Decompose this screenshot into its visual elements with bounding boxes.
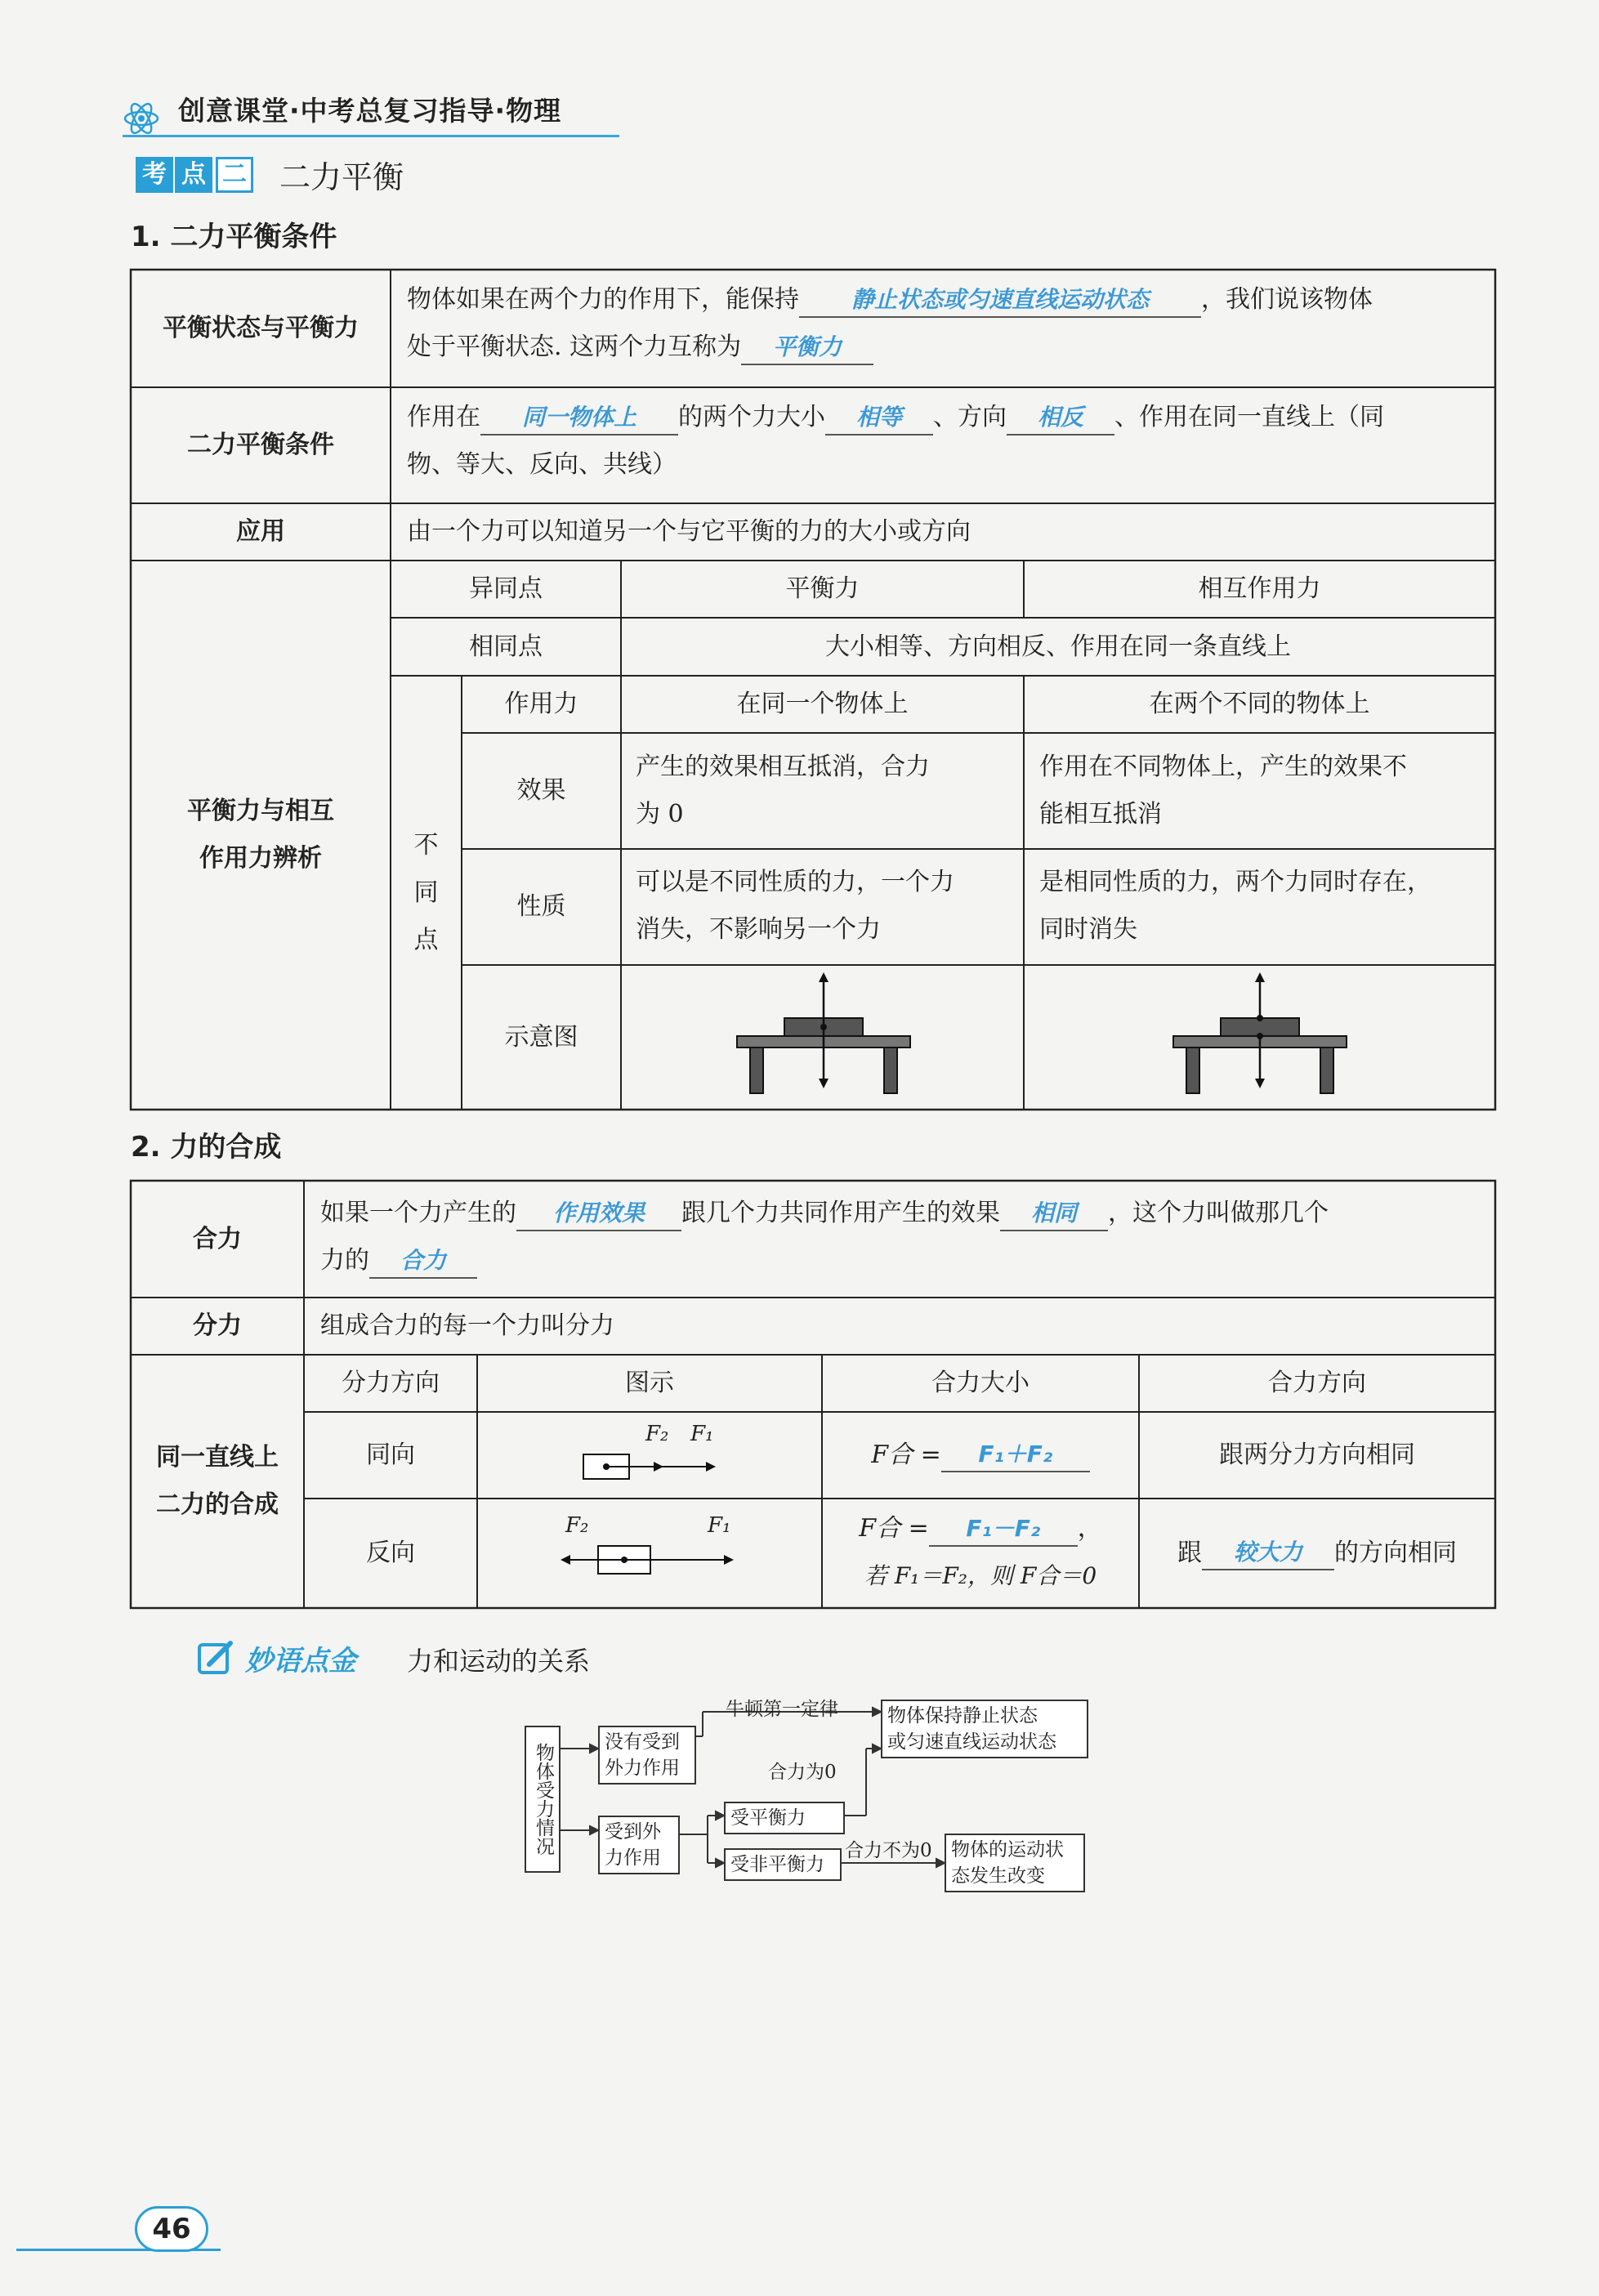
sub-object-a: 在同一个物体上: [736, 690, 909, 718]
flow-newton-label: 牛顿第一定律: [726, 1699, 838, 1720]
flow-balanced: 受平衡力: [724, 1802, 845, 1834]
resultant-blank-effect: 作用效果: [516, 1197, 681, 1231]
condition-label: 二力平衡条件: [187, 431, 334, 459]
same-dir-label: 同向: [366, 1441, 415, 1469]
section-tag-1: 考: [136, 157, 173, 193]
opp-size-lhs: F合 =: [859, 1514, 929, 1543]
opp-direction-t2: 的方向相同: [1334, 1539, 1457, 1567]
diff-char-2: 同: [413, 878, 439, 907]
part2-heading: 2. 力的合成: [131, 1131, 282, 1164]
same-size-blank: F₁＋F₂: [941, 1438, 1090, 1472]
compare-same-label: 相同点: [469, 632, 543, 661]
resultant-t4: 力的: [320, 1246, 369, 1275]
compare-label-line1: 平衡力与相互: [187, 797, 334, 825]
section-title: 二力平衡: [279, 159, 404, 195]
same-size-lhs: F合 =: [871, 1441, 941, 1469]
flow-keep-state: [881, 1700, 1088, 1758]
compare-head-a: 异同点: [469, 574, 543, 603]
flow-keep-2: 或匀速直线运动状态: [887, 1731, 1056, 1753]
condition-blank-direction: 相反: [1007, 401, 1114, 436]
flow-no-force-1: 没有受到: [605, 1731, 680, 1753]
opp-f2-label: F₂: [565, 1513, 589, 1538]
page-number: 46: [135, 2206, 208, 2252]
sub-nature-b2: 同时消失: [1039, 915, 1137, 944]
line-label-1: 同一直线上: [156, 1443, 279, 1472]
condition-t2: 的两个力大小: [678, 403, 825, 431]
resultant-t3: ，这个力叫做那几个: [1108, 1199, 1329, 1227]
tips-title: 力和运动的关系: [407, 1646, 591, 1677]
compare-label-line2: 作用力辨析: [199, 844, 322, 873]
diff-char-1: 不: [413, 830, 439, 860]
sub-effect-b1: 作用在不同物体上，产生的效果不: [1039, 753, 1407, 781]
flow-force-state: 物体受力情况: [525, 1726, 561, 1873]
condition-t5: 物、等大、反向、共线）: [407, 450, 677, 479]
resultant-t1: 如果一个力产生的: [320, 1199, 516, 1227]
flow-with-force: [598, 1816, 680, 1874]
balance-blank-state: 静止状态或匀速直线运动状态: [799, 284, 1201, 318]
resultant-blank-force: 合力: [369, 1244, 477, 1279]
opp-direction-blank: 较大力: [1202, 1536, 1334, 1570]
application-label: 应用: [236, 517, 285, 546]
flow-change-2: 态发生改变: [951, 1865, 1045, 1887]
sub-effect-a2: 为 0: [636, 800, 684, 829]
condition-blank-object: 同一物体上: [480, 401, 678, 436]
opp-f1-label: F₁: [708, 1513, 731, 1538]
flow-with-force-1: 受到外: [605, 1821, 661, 1843]
line-head-direction: 合力方向: [1268, 1369, 1366, 1397]
resultant-blank-same: 相同: [1000, 1197, 1108, 1231]
same-direction: 跟两分力方向相同: [1219, 1441, 1415, 1469]
resultant-label: 合力: [193, 1224, 242, 1253]
sub-object-b: 在两个不同的物体上: [1149, 690, 1370, 718]
sub-label-object: 作用力: [504, 690, 578, 718]
balance-t2: ，我们说该物体: [1201, 285, 1373, 314]
condition-blank-size: 相等: [825, 401, 933, 436]
diff-char-3: 点: [413, 925, 439, 954]
flow-net-zero-label: 合力为0: [768, 1762, 837, 1783]
sub-nature-a1: 可以是不同性质的力，一个力: [636, 868, 954, 896]
condition-t4: 、作用在同一直线上（同: [1114, 403, 1384, 431]
flow-net-nonzero-label: 合力不为0: [845, 1840, 932, 1861]
same-f1-label: F₁: [690, 1422, 714, 1446]
component-text: 组成合力的每一个力叫分力: [320, 1311, 614, 1340]
same-f2-label: F₂: [645, 1422, 669, 1446]
resultant-t2: 跟几个力共同作用产生的效果: [681, 1199, 1000, 1227]
component-label: 分力: [193, 1311, 242, 1340]
application-text: 由一个力可以知道另一个与它平衡的力的大小或方向: [407, 517, 971, 546]
sub-effect-b2: 能相互抵消: [1039, 800, 1162, 829]
sub-label-nature: 性质: [516, 892, 566, 921]
line-head-dir: 分力方向: [342, 1369, 440, 1397]
compare-head-b: 平衡力: [785, 574, 860, 603]
balance-label: 平衡状态与平衡力: [163, 314, 359, 342]
opp-dir-label: 反向: [366, 1539, 415, 1567]
balance-t1: 物体如果在两个力的作用下，能保持: [407, 285, 799, 314]
compare-same-text: 大小相等、方向相反、作用在同一条直线上: [825, 632, 1291, 661]
flow-state-change: [945, 1834, 1085, 1892]
line-head-size: 合力大小: [931, 1369, 1030, 1397]
part1-heading: 1. 二力平衡条件: [131, 221, 337, 253]
flow-with-force-2: 力作用: [605, 1847, 661, 1869]
line-head-diagram: 图示: [625, 1369, 674, 1397]
flow-no-force: [598, 1726, 696, 1785]
sub-label-effect: 效果: [516, 776, 566, 805]
opp-size-note: 若 F₁＝F₂，则 F合＝0: [864, 1562, 1097, 1589]
line-label-2: 二力的合成: [156, 1490, 279, 1519]
tips-brand: 妙语点金: [245, 1645, 356, 1677]
condition-t1: 作用在: [407, 403, 480, 431]
balance-t3: 处于平衡状态. 这两个力互称为: [407, 333, 742, 361]
flow-keep-1: 物体保持静止状态: [887, 1705, 1038, 1726]
header-title: 创意课堂·中考总复习指导·物理: [178, 95, 562, 127]
sub-nature-a2: 消失，不影响另一个力: [636, 915, 881, 944]
section-tag-2: 点: [175, 157, 212, 193]
flow-no-force-2: 外力作用: [605, 1758, 680, 1779]
section-tag-3: 二: [216, 157, 253, 193]
sub-label-diagram: 示意图: [504, 1022, 578, 1052]
sub-effect-a1: 产生的效果相互抵消，合力: [636, 753, 930, 781]
opp-direction-t1: 跟: [1177, 1539, 1202, 1567]
opp-size-tail: ，: [1077, 1514, 1102, 1543]
flow-change-1: 物体的运动状: [951, 1839, 1064, 1860]
sub-nature-b1: 是相同性质的力，两个力同时存在，: [1039, 868, 1432, 896]
flow-unbalanced: 受非平衡力: [724, 1848, 842, 1881]
compare-head-c: 相互作用力: [1198, 574, 1321, 603]
balance-blank-force: 平衡力: [741, 331, 873, 365]
condition-t3: 、方向: [933, 403, 1007, 431]
opp-size-blank: F₁－F₂: [929, 1512, 1078, 1547]
